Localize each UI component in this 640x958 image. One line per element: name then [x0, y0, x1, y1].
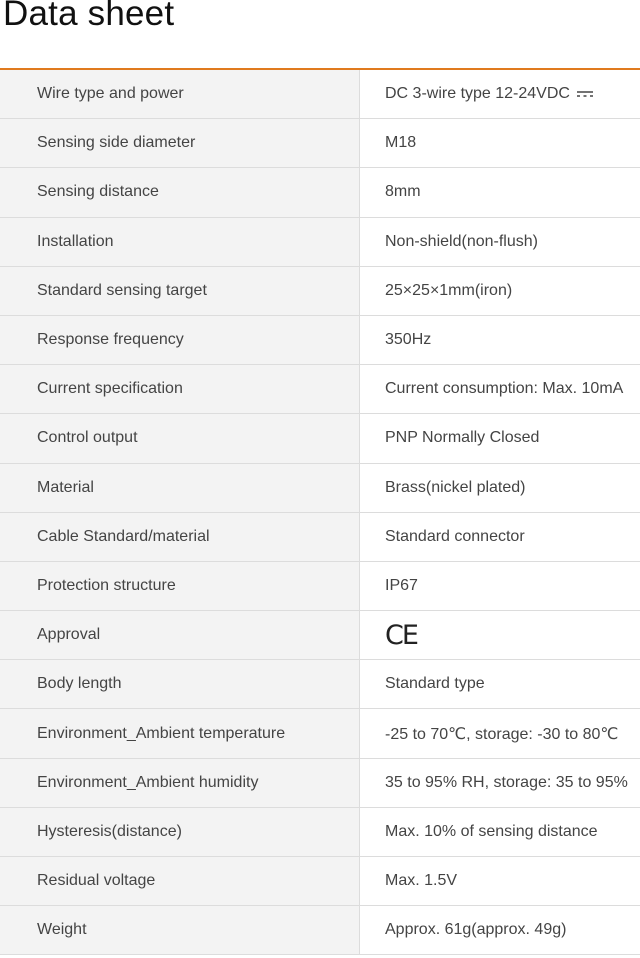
page-title: Data sheet — [3, 0, 175, 33]
row-value: 350Hz — [385, 331, 432, 349]
table-row — [0, 119, 640, 168]
table-row — [0, 906, 640, 955]
table-row — [0, 759, 640, 808]
dc-symbol-icon — [576, 89, 594, 99]
row-value: Max. 10% of sensing distance — [385, 822, 598, 840]
row-label: Response frequency — [0, 316, 360, 364]
table-row — [0, 660, 640, 709]
row-value: Standard type — [385, 675, 485, 693]
data-sheet-table — [0, 70, 640, 955]
table-row — [0, 365, 640, 414]
row-value: 35 to 95% RH, storage: 35 to 95% — [385, 773, 628, 791]
row-value: 8mm — [385, 183, 421, 201]
row-label: Installation — [0, 218, 360, 266]
table-row — [0, 513, 640, 562]
row-value — [361, 611, 640, 659]
table-row — [0, 857, 640, 906]
table-row — [0, 414, 640, 463]
ce-mark-icon: CE — [385, 619, 417, 651]
row-label: Control output — [0, 414, 360, 462]
row-label: Standard sensing target — [0, 267, 360, 315]
row-value: M18 — [385, 134, 417, 152]
row-label: Protection structure — [0, 562, 360, 610]
row-label: Hysteresis(distance) — [0, 808, 360, 856]
row-value: Non-shield(non-flush) — [385, 232, 538, 250]
row-value: Approx. 61g(approx. 49g) — [385, 921, 567, 939]
table-row — [0, 611, 640, 660]
row-value: Standard connector — [385, 527, 525, 545]
row-label: Weight — [0, 906, 360, 954]
row-value-text: DC 3-wire type 12-24VDC — [385, 85, 570, 103]
row-value: 25×25×1mm(iron) — [385, 281, 513, 299]
row-value — [361, 70, 640, 118]
table-row — [0, 168, 640, 217]
row-value: PNP Normally Closed — [385, 429, 540, 447]
row-label: Current specification — [0, 365, 360, 413]
row-label: Body length — [0, 660, 360, 708]
table-row — [0, 267, 640, 316]
row-label: Material — [0, 464, 360, 512]
row-value: Max. 1.5V — [385, 872, 458, 890]
row-label: Sensing side diameter — [0, 119, 360, 167]
table-row — [0, 70, 640, 119]
table-row — [0, 709, 640, 758]
row-label: Residual voltage — [0, 857, 360, 905]
table-row — [0, 808, 640, 857]
table-row — [0, 316, 640, 365]
row-label: Approval — [0, 611, 360, 659]
table-row — [0, 562, 640, 611]
row-value: IP67 — [385, 576, 418, 594]
row-value: Current consumption: Max. 10mA — [385, 380, 624, 398]
row-value: Brass(nickel plated) — [385, 478, 526, 496]
row-label: Environment_Ambient temperature — [0, 709, 360, 757]
row-value: -25 to 70℃, storage: -30 to 80℃ — [385, 725, 619, 743]
table-row — [0, 464, 640, 513]
row-label: Environment_Ambient humidity — [0, 759, 360, 807]
row-label: Wire type and power — [0, 70, 360, 118]
row-label: Cable Standard/material — [0, 513, 360, 561]
row-label: Sensing distance — [0, 168, 360, 216]
table-row — [0, 218, 640, 267]
